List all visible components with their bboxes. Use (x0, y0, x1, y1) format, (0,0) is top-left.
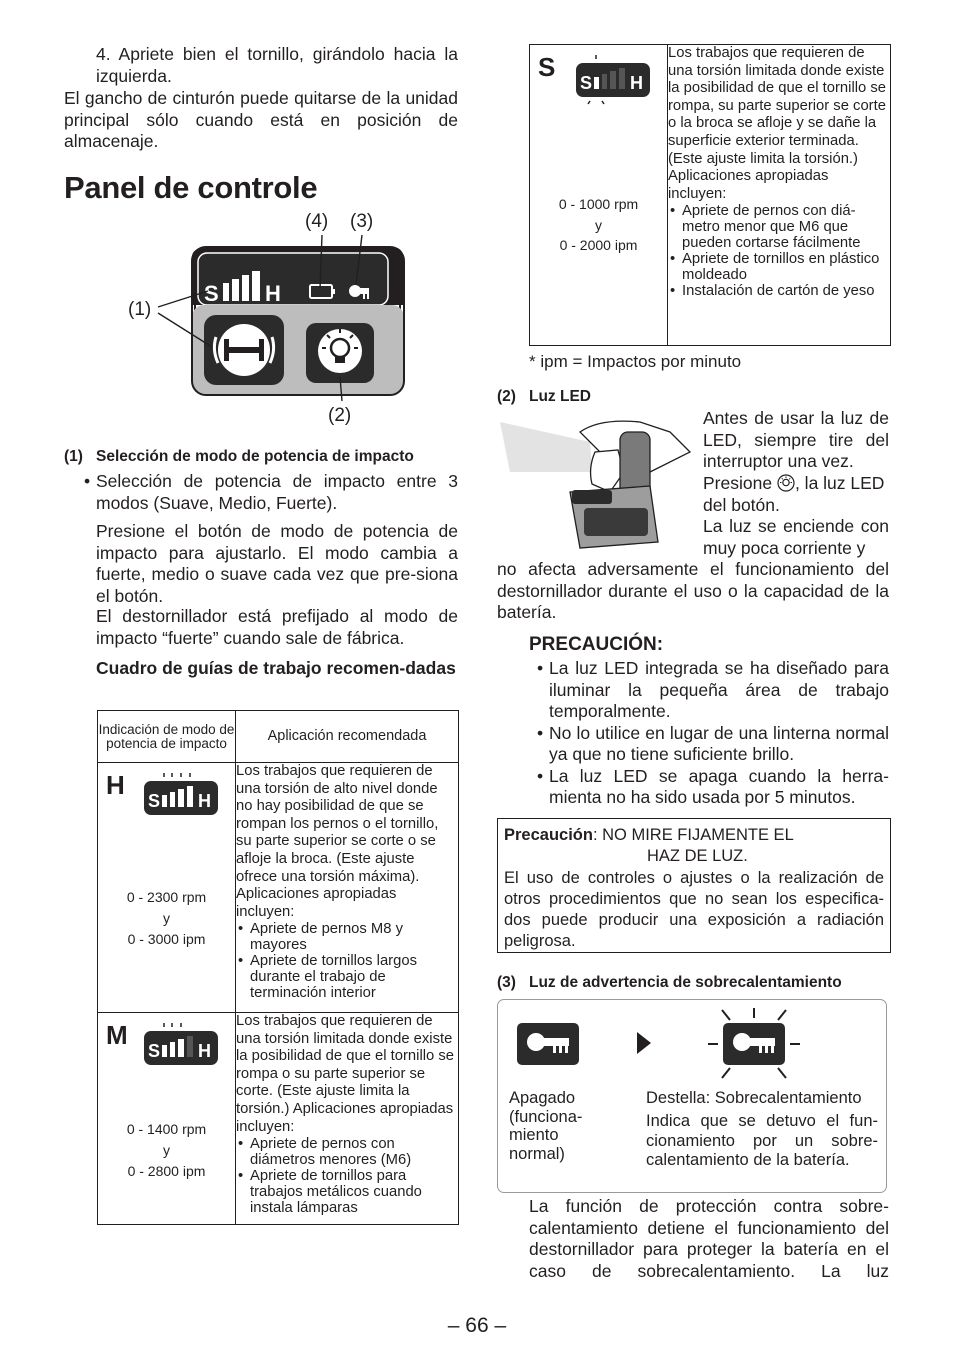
rpm-m-2: 0 - 2800 ipm (127, 1163, 206, 1179)
svg-text:H: H (630, 73, 643, 93)
mode-cell-h (98, 763, 236, 1013)
warning-line1 (504, 825, 794, 846)
callout-2: (2) (328, 405, 352, 426)
mode-cell-m (98, 1013, 236, 1225)
arrow-right-icon (636, 1031, 652, 1055)
caution-title: PRECAUCIÓN: (529, 634, 664, 655)
overheat-flash-label: Destella: Sobrecalentamiento (646, 1089, 862, 1107)
caution-item: • La luz LED se apaga cuando la herra-mienta no ha sido usada por 5 minutos. (535, 766, 889, 809)
sec1-bullet-list (82, 471, 458, 514)
warning-body: El uso de controles o ajustes o la realización de otros procedimientos que no sean los especifica-dos puede producir una exposición a radiación peligrosa. (504, 869, 884, 950)
svg-text:S: S (204, 281, 219, 306)
mode-cell-s (530, 45, 668, 346)
sec1-heading: Selección de modo de potencia de impacto (96, 448, 414, 465)
control-panel-figure (100, 205, 430, 435)
warning-line1-text: : NO MIRE FIJAMENTE EL (592, 826, 794, 844)
ipm-note: * ipm = Impactos por minuto (529, 352, 742, 371)
guide-row-s (530, 45, 891, 346)
warning-label: Precaución (504, 826, 593, 844)
intro-belt-hook: El gancho de cinturón puede quitarse de la unidad principal sólo cuando está en posición de almacenaje. (64, 88, 458, 151)
desc-cell-h (236, 763, 459, 1013)
section-title: Panel de controle (64, 170, 318, 205)
desc-s-item: • Instalación de cartón de yeso (668, 283, 890, 299)
desc-h-item: • Apriete de pernos M8 y mayores (236, 921, 458, 953)
mode-letter-m: M (106, 1020, 128, 1050)
callout-3: (3) (350, 211, 374, 232)
rpm-s-1: 0 - 1000 rpm (558, 196, 639, 212)
desc-s-item: • Apriete de pernos con diá-metro menor que M6 que pueden cortarse fácilmente (668, 203, 890, 251)
rpm-m-1: 0 - 1400 rpm (126, 1121, 207, 1137)
guide-table (97, 710, 459, 1225)
svg-text:H: H (198, 1041, 211, 1061)
svg-text:S: S (148, 1041, 161, 1061)
desc-h-item: • Apriete de tornillos largos durante el trabajo de terminación interior (236, 953, 458, 1001)
led-usage-illustration (500, 412, 700, 562)
sec1-table-heading: Cuadro de guías de trabajo recomen-dadas (96, 658, 456, 678)
warning-box (497, 818, 891, 953)
sec2-text-b-pre: Presione (703, 473, 773, 493)
desc-s-text: Los trabajos que requieren de una torsión limitada donde existe la posibilidad de que el tornillo se rompa, su parte superior se corte o la broca se afloje y se dañe la superficie exterior terminada. (Este ajuste limita la torsión.) Aplicaciones apropiadas incluyen: (668, 45, 886, 202)
rpm-m-y: y (163, 1142, 170, 1158)
guide-table-header (98, 711, 459, 763)
overheat-box (497, 999, 887, 1193)
callout-1: (1) (128, 299, 152, 320)
intro-step-4: 4. Apriete bien el tornillo, girándolo hacia la izquierda. (96, 44, 458, 86)
caution-list (535, 658, 889, 809)
svg-text:S: S (148, 791, 161, 811)
caution-item: • La luz LED integrada se ha diseñado para iluminar la pequeña área de trabajo temporalmente. (535, 658, 889, 723)
sec3-closing: La función de protección contra sobre-calentamiento detiene el funcionamiento del destornillador para proteger la batería en el caso de sobrecalentamiento. La luz (529, 1196, 889, 1281)
guide-table-continued (529, 44, 891, 346)
page-number: – 66 – (447, 1314, 507, 1337)
sec3-heading: Luz de advertencia de sobrecalentamiento (529, 974, 842, 991)
sec2-text-b (703, 473, 889, 516)
mode-letter-h: H (106, 770, 125, 800)
svg-text:H: H (198, 791, 211, 811)
rpm-h-y: y (163, 910, 170, 926)
desc-h-text: Los trabajos que requieren de una torsión de alto nivel donde no hay posibilidad de que se rompan los pernos o el tornillo, su parte superior se corte o se afloje la broca. (Este ajuste ofrece una torsión máxima). Aplicaciones apropiadas incluyen: (236, 763, 439, 920)
rpm-s-y: y (595, 217, 602, 233)
svg-text:S: S (580, 73, 593, 93)
callout-4: (4) (305, 211, 329, 232)
desc-m-item: • Apriete de pernos con diámetros menores (M6) (236, 1136, 458, 1168)
guide-row-h (98, 763, 459, 1013)
svg-text:H: H (265, 281, 281, 306)
overheat-flashing-icon (708, 1008, 800, 1082)
sec2-text-b-post: , la luz LED del botón. (703, 473, 885, 515)
guide-header-col1: Indicación de modo de potencia de impacto (98, 711, 236, 763)
mode-h-indicator-icon (142, 773, 222, 817)
sec1-bullet: • Selección de potencia de impacto entre 3 modos (Suave, Medio, Fuerte). (82, 471, 458, 514)
guide-row-m (98, 1013, 459, 1225)
sec1-heading-num: (1) (64, 448, 83, 465)
sec2-text-d: no afecta adversamente el funcionamiento del destornillador durante el uso o la capacidad de la batería. (497, 559, 889, 622)
desc-m-item: • Apriete de tornillos para trabajos metálicos cuando instala lámparas (236, 1168, 458, 1216)
desc-s-item: • Apriete de tornillos en plástico moldeado (668, 251, 890, 283)
mode-s-indicator-icon (574, 55, 654, 105)
desc-cell-s (668, 45, 891, 346)
led-button-icon (777, 474, 795, 492)
desc-m-list (236, 1136, 458, 1216)
caution-item: • No lo utilice en lugar de una linterna normal ya que no tiene suficiente brillo. (535, 723, 889, 766)
overheat-off-label: Apagado (funciona-miento normal) (509, 1089, 583, 1163)
desc-h-list (236, 921, 458, 1001)
sec2-heading: Luz LED (529, 388, 591, 405)
sec2-text-a: Antes de usar la luz de LED, siempre tire del interruptor una vez. (703, 408, 889, 471)
desc-cell-m (236, 1013, 459, 1225)
sec1-para2: El destornillador está prefijado al modo de impacto “fuerte” cuando sale de fábrica. (96, 606, 458, 648)
sec3-heading-num: (3) (497, 974, 516, 991)
sec1-para1: Presione el botón de modo de potencia de impacto para ajustarlo. El modo cambia a fuerte, medio o suave cada vez que pre-siona el botón. (96, 521, 458, 606)
guide-header-col2: Aplicación recomendada (236, 711, 459, 763)
desc-s-list (668, 203, 890, 299)
rpm-h-2: 0 - 3000 ipm (127, 931, 206, 947)
mode-m-indicator-icon (142, 1023, 222, 1067)
rpm-s-2: 0 - 2000 ipm (559, 237, 638, 253)
rpm-h-1: 0 - 2300 rpm (126, 889, 207, 905)
desc-m-text: Los trabajos que requieren de una torsión limitada donde existe la posibilidad de que el tornillo se rompa o su parte superior se corte. (Este ajuste limita la torsión.) Aplicaciones apropiadas incluyen: (236, 1013, 454, 1135)
overheat-off-icon (516, 1022, 580, 1066)
sec2-heading-num: (2) (497, 388, 516, 405)
sec2-text-c: La luz se enciende con muy poca corriente y (703, 516, 889, 558)
warning-line2: HAZ DE LUZ. (647, 847, 748, 865)
overheat-flash-desc: Indica que se detuvo el fun-cionamiento por un sobre-calentamiento de la batería. (646, 1112, 878, 1169)
mode-letter-s: S (538, 52, 556, 82)
